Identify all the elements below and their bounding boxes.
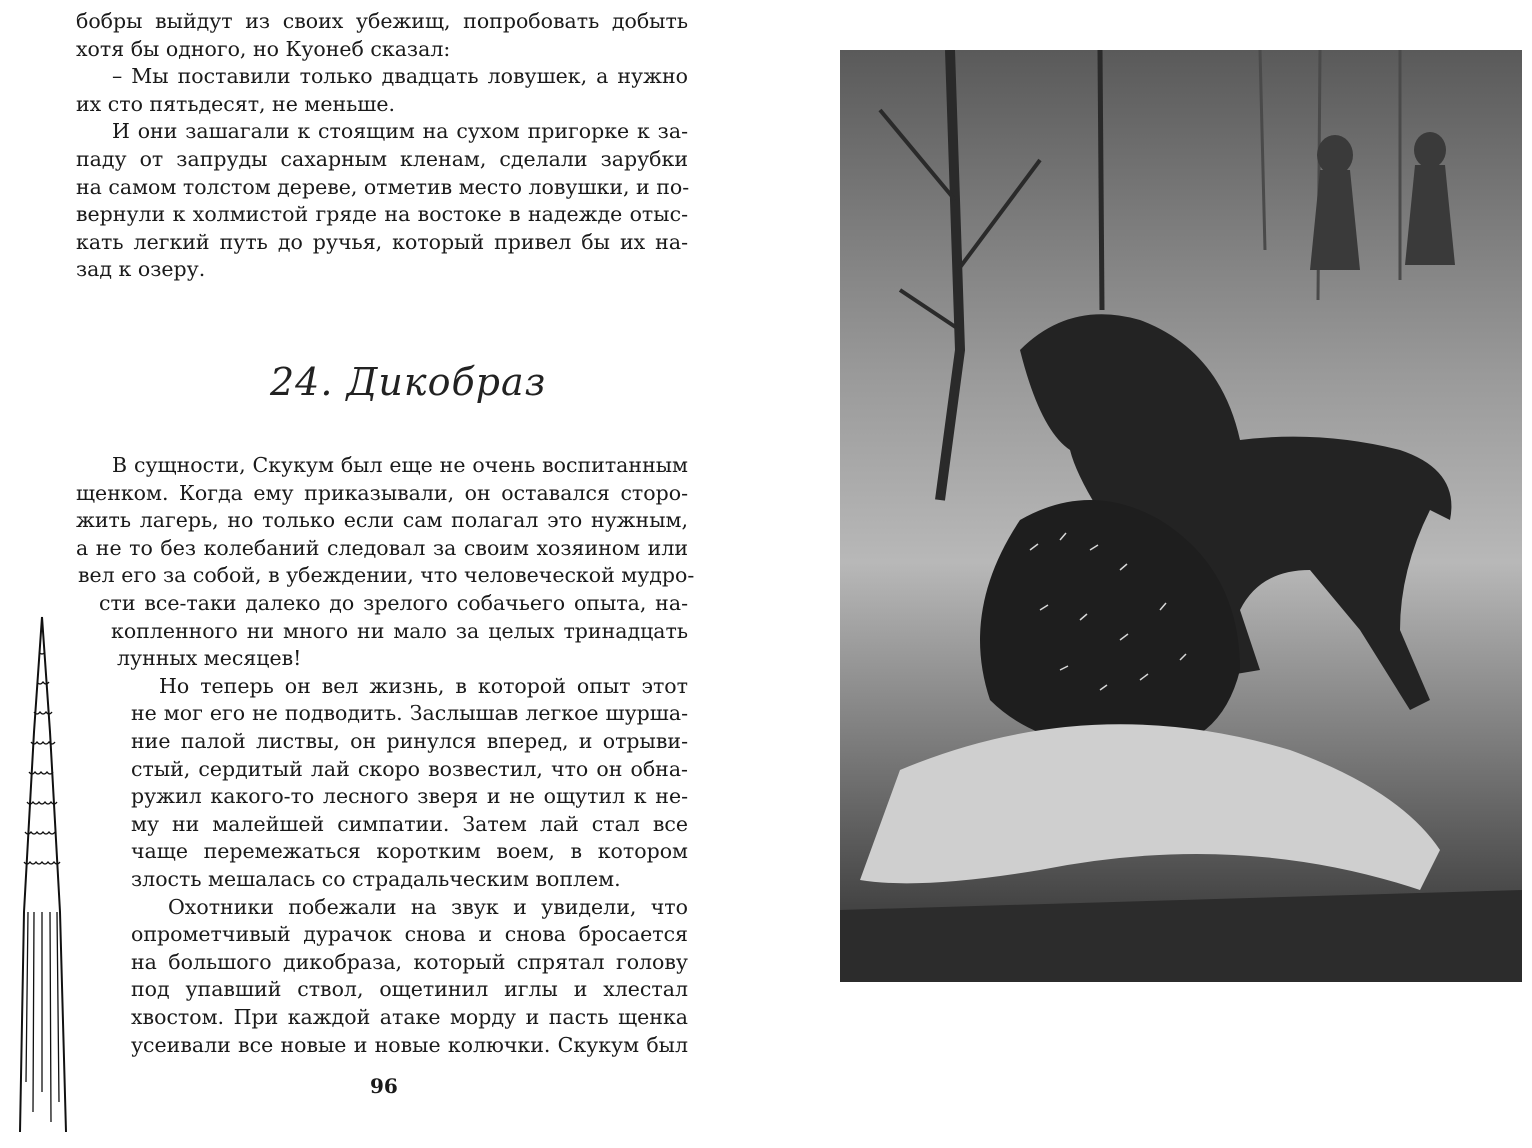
text-line: опрометчивый дурачок снова и снова бросается [131, 922, 688, 947]
text-line: а не то без колебаний следовал за своим хозяином или [76, 535, 688, 560]
page-number: 96 [370, 1074, 398, 1098]
text-line: вернули к холмистой гряде на востоке в надежде отыс- [76, 202, 688, 226]
text-line: щенком. Когда ему приказывали, он оставался сторо- [76, 480, 688, 505]
text-line: хотя бы одного, но Куонеб сказал: [76, 37, 451, 61]
text-line: стый, сердитый лай скоро возвестил, что он обна- [131, 756, 688, 781]
text-line: жить лагерь, но только если сам полагал это нужным, [76, 508, 688, 533]
text-line: усеивали все новые и новые колючки. Скукум был [131, 1032, 688, 1057]
text-line: В сущности, Скукум был еще не очень воспитанным [112, 453, 688, 477]
text-line: кать легкий путь до ручья, который привел бы их на- [76, 230, 688, 254]
text-line: злость мешалась со страдальческим воплем. [131, 867, 621, 891]
chapter-title: 24. Дикобраз [270, 360, 547, 404]
text-line: лунных месяцев! [117, 646, 302, 671]
text-line: зад к озеру. [76, 257, 206, 281]
text-line: му ни малейшей симпатии. Затем лай стал все [131, 811, 688, 836]
text-line: под упавший ствол, ощетинил иглы и хлестал [131, 977, 688, 1002]
text-line: на большого дикобраза, который спрятал голову [131, 949, 688, 974]
text-line: вел его за собой, в убеждении, что человеческой мудро- [78, 563, 695, 588]
text-line: паду от запруды сахарным кленам, сделали зарубки [76, 147, 688, 171]
illustration-dog-and-porcupine [840, 50, 1522, 982]
text-line: сти все-таки далеко до зрелого собачьего опыта, на- [99, 591, 688, 615]
text-line: – Мы поставили только двадцать ловушек, а нужно [112, 64, 688, 88]
text-line: их сто пятьдесят, не меньше. [76, 92, 395, 116]
text-line: И они зашагали к стоящим на сухом пригорке к за- [112, 119, 688, 143]
text-line: чаще перемежаться коротким воем, в котором [131, 839, 688, 864]
text-line: бобры выйдут из своих убежищ, попробовать добыть [76, 9, 688, 33]
text-line: ние палой листвы, он ринулся вперед, и отрыви- [131, 729, 688, 753]
tree-ornament-icon [12, 612, 70, 1137]
text-line: хвостом. При каждой атаке морду и пасть щенка [131, 1005, 688, 1029]
text-line: Охотники побежали на звук и увидели, что [168, 894, 688, 919]
text-line: Но теперь он вел жизнь, в которой опыт этот [159, 673, 688, 698]
text-line: не мог его не подводить. Заслышав легкое шурша- [131, 701, 688, 726]
text-line: копленного ни много ни мало за целых тринадцать [111, 618, 688, 643]
text-line: ружил какого-то лесного зверя и не ощутил к не- [131, 784, 688, 809]
text-line: на самом толстом дереве, отметив место ловушки, и по- [76, 175, 690, 199]
